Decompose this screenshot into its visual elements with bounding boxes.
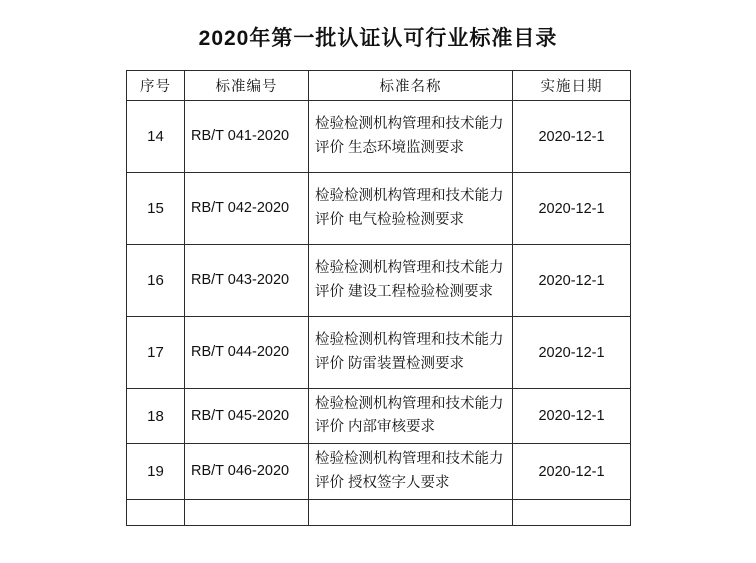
standards-table-wrapper (126, 70, 630, 526)
cell-date: 2020-12-1 (513, 389, 631, 444)
table-row (127, 317, 631, 389)
cell-no: 17 (127, 317, 185, 389)
cell-no: 15 (127, 173, 185, 245)
cell-name (309, 499, 513, 525)
cell-no: 16 (127, 245, 185, 317)
column-header-no: 序号 (127, 71, 185, 101)
cell-name: 检验检测机构管理和技术能力评价 防雷装置检测要求 (309, 317, 513, 389)
cell-code (185, 499, 309, 525)
column-header-name: 标准名称 (309, 71, 513, 101)
cell-code: RB/T 044-2020 (185, 317, 309, 389)
table-row (127, 173, 631, 245)
page-title: 2020年第一批认证认可行业标准目录 (198, 27, 558, 50)
cell-code: RB/T 041-2020 (185, 101, 309, 173)
table-row (127, 101, 631, 173)
cell-date: 2020-12-1 (513, 444, 631, 499)
cell-no (127, 499, 185, 525)
cell-date (513, 499, 631, 525)
cell-date: 2020-12-1 (513, 245, 631, 317)
table-row (127, 444, 631, 499)
cell-date: 2020-12-1 (513, 101, 631, 173)
cell-name: 检验检测机构管理和技术能力评价 授权签字人要求 (309, 444, 513, 499)
column-header-date: 实施日期 (513, 71, 631, 101)
cell-no: 14 (127, 101, 185, 173)
column-header-code: 标准编号 (185, 71, 309, 101)
table-row (127, 245, 631, 317)
cell-no: 18 (127, 389, 185, 444)
cell-code: RB/T 045-2020 (185, 389, 309, 444)
cell-name: 检验检测机构管理和技术能力评价 电气检验检测要求 (309, 173, 513, 245)
cell-code: RB/T 043-2020 (185, 245, 309, 317)
table-body (127, 101, 631, 526)
standards-table (126, 70, 631, 526)
table-header (127, 71, 631, 101)
cell-date: 2020-12-1 (513, 173, 631, 245)
cell-name: 检验检测机构管理和技术能力评价 生态环境监测要求 (309, 101, 513, 173)
table-row-partial (127, 499, 631, 525)
cell-name: 检验检测机构管理和技术能力评价 内部审核要求 (309, 389, 513, 444)
cell-name: 检验检测机构管理和技术能力评价 建设工程检验检测要求 (309, 245, 513, 317)
table-header-row (127, 71, 631, 101)
cell-date: 2020-12-1 (513, 317, 631, 389)
table-row (127, 389, 631, 444)
cell-no: 19 (127, 444, 185, 499)
cell-code: RB/T 046-2020 (185, 444, 309, 499)
cell-code: RB/T 042-2020 (185, 173, 309, 245)
